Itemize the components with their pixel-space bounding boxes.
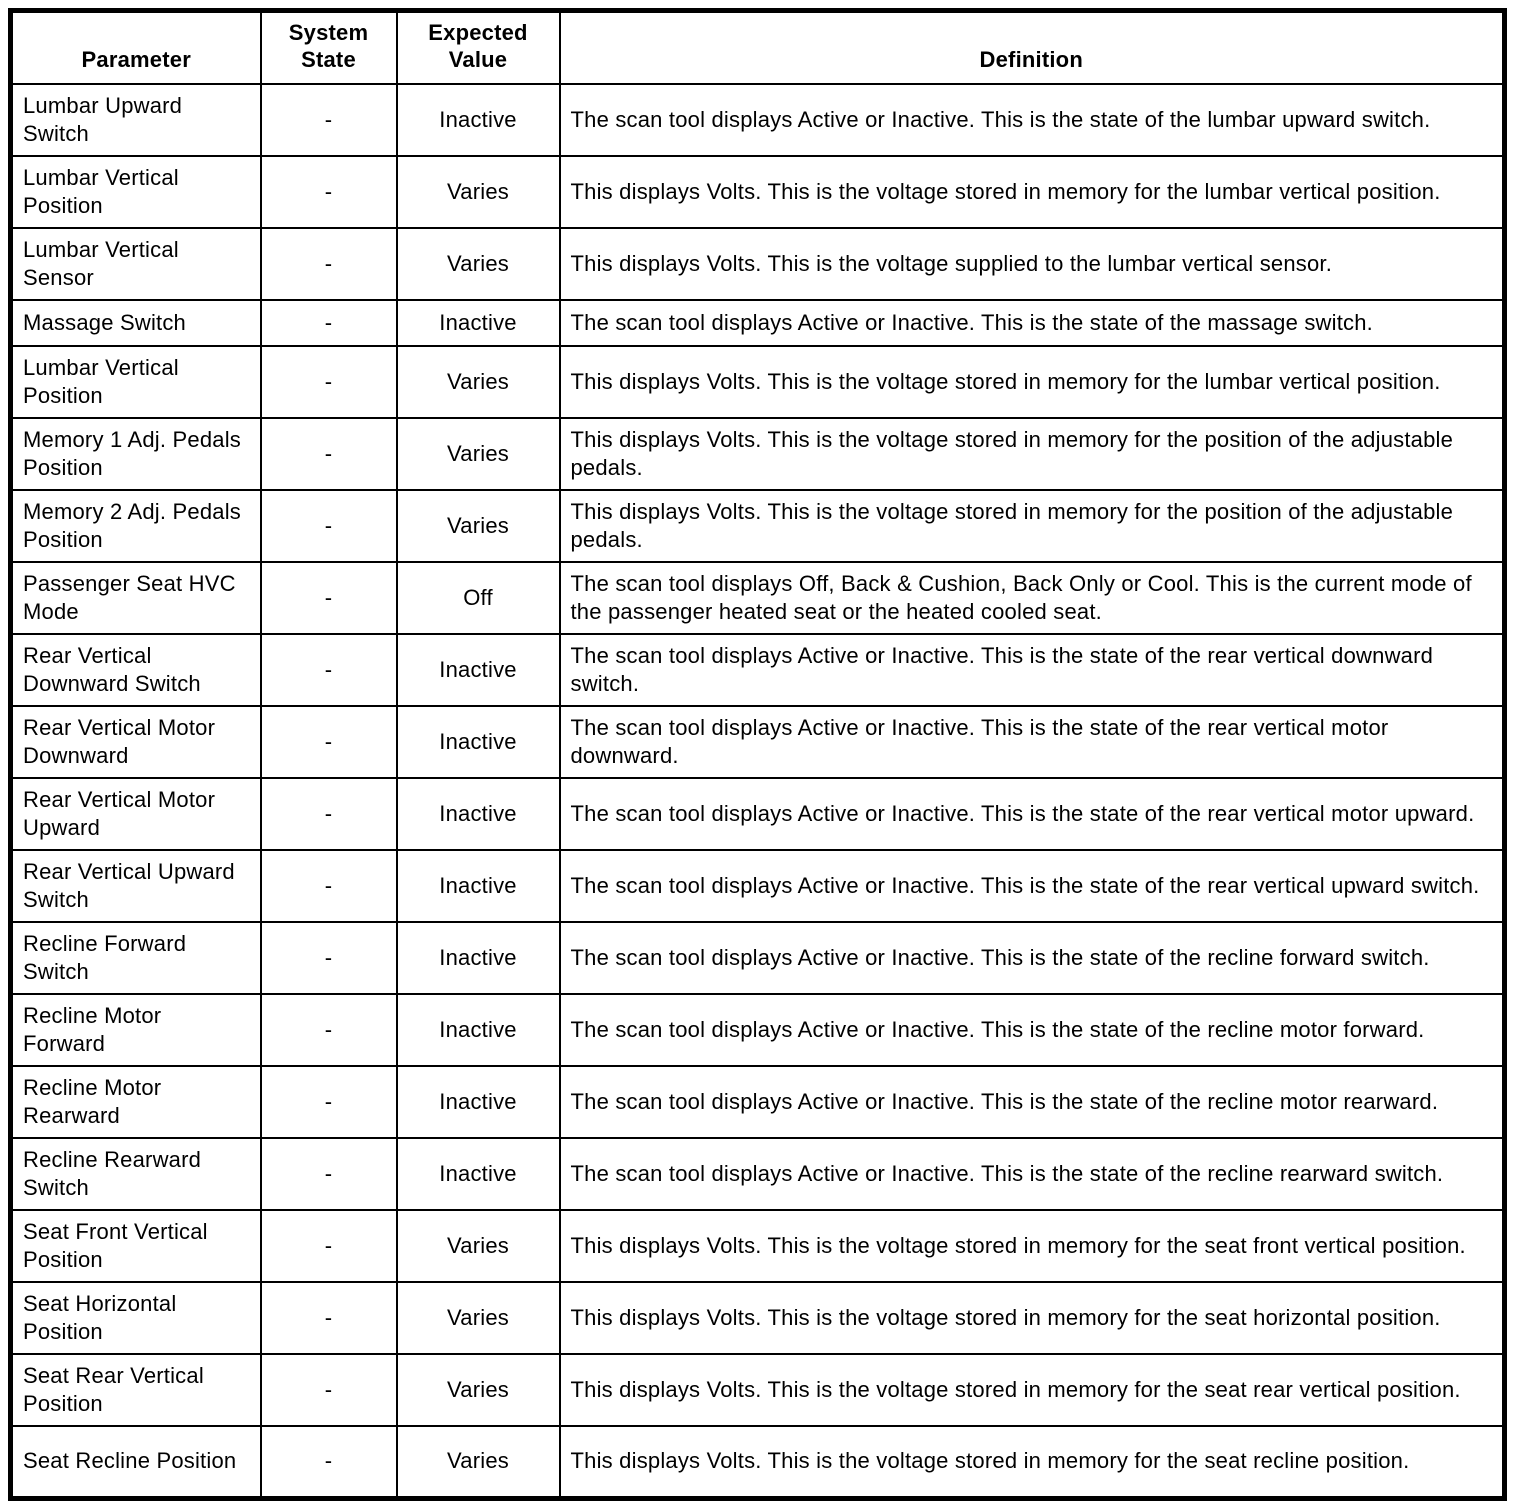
cell-definition: The scan tool displays Active or Inactive. This is the state of the recline rearward switch. (560, 1138, 1505, 1210)
col-header-parameter: Parameter (11, 11, 261, 85)
header-row (11, 11, 1505, 85)
cell-expected-value: Varies (397, 490, 560, 562)
cell-parameter: Lumbar Vertical Position (11, 346, 261, 418)
col-header-system-state: System State (261, 11, 397, 85)
cell-parameter: Massage Switch (11, 300, 261, 346)
cell-definition: The scan tool displays Active or Inactive. This is the state of the recline motor rearward. (560, 1066, 1505, 1138)
cell-expected-value: Inactive (397, 994, 560, 1066)
cell-parameter: Memory 2 Adj. Pedals Position (11, 490, 261, 562)
cell-expected-value: Varies (397, 1354, 560, 1426)
cell-parameter: Recline Rearward Switch (11, 1138, 261, 1210)
cell-system-state: - (261, 346, 397, 418)
cell-parameter: Rear Vertical Motor Upward (11, 778, 261, 850)
cell-system-state: - (261, 228, 397, 300)
cell-expected-value: Off (397, 562, 560, 634)
cell-parameter: Seat Rear Vertical Position (11, 1354, 261, 1426)
cell-definition: This displays Volts. This is the voltage stored in memory for the lumbar vertical position. (560, 156, 1505, 228)
table-row (11, 1354, 1505, 1426)
table-row (11, 634, 1505, 706)
table-row (11, 994, 1505, 1066)
cell-definition: The scan tool displays Active or Inactive. This is the state of the rear vertical motor downward. (560, 706, 1505, 778)
cell-parameter: Recline Forward Switch (11, 922, 261, 994)
cell-expected-value: Inactive (397, 634, 560, 706)
cell-definition: The scan tool displays Active or Inactive. This is the state of the rear vertical upward switch. (560, 850, 1505, 922)
cell-definition: This displays Volts. This is the voltage stored in memory for the position of the adjustable pedals. (560, 490, 1505, 562)
table-row (11, 1066, 1505, 1138)
table-row (11, 84, 1505, 156)
cell-definition: The scan tool displays Active or Inactive. This is the state of the recline forward switch. (560, 922, 1505, 994)
cell-parameter: Seat Horizontal Position (11, 1282, 261, 1354)
cell-parameter: Lumbar Vertical Position (11, 156, 261, 228)
cell-system-state: - (261, 922, 397, 994)
cell-parameter: Recline Motor Forward (11, 994, 261, 1066)
table-row (11, 156, 1505, 228)
cell-definition: The scan tool displays Off, Back & Cushion, Back Only or Cool. This is the current mode of the passenger heated seat or the heated cooled seat. (560, 562, 1505, 634)
cell-expected-value: Inactive (397, 778, 560, 850)
cell-parameter: Seat Recline Position (11, 1426, 261, 1498)
cell-definition: This displays Volts. This is the voltage stored in memory for the position of the adjustable pedals. (560, 418, 1505, 490)
cell-expected-value: Varies (397, 1210, 560, 1282)
cell-expected-value: Inactive (397, 1066, 560, 1138)
cell-parameter: Recline Motor Rearward (11, 1066, 261, 1138)
table-row (11, 562, 1505, 634)
cell-system-state: - (261, 300, 397, 346)
cell-system-state: - (261, 1138, 397, 1210)
col-header-expected-value: Expected Value (397, 11, 560, 85)
cell-expected-value: Inactive (397, 1138, 560, 1210)
cell-definition: This displays Volts. This is the voltage stored in memory for the seat horizontal position. (560, 1282, 1505, 1354)
cell-system-state: - (261, 562, 397, 634)
cell-definition: The scan tool displays Active or Inactive. This is the state of the recline motor forward. (560, 994, 1505, 1066)
table-row (11, 706, 1505, 778)
cell-parameter: Rear Vertical Downward Switch (11, 634, 261, 706)
cell-definition: The scan tool displays Active or Inactive. This is the state of the rear vertical motor upward. (560, 778, 1505, 850)
cell-expected-value: Inactive (397, 922, 560, 994)
table-row (11, 228, 1505, 300)
cell-system-state: - (261, 156, 397, 228)
cell-system-state: - (261, 994, 397, 1066)
cell-expected-value: Varies (397, 346, 560, 418)
cell-expected-value: Varies (397, 228, 560, 300)
cell-definition: This displays Volts. This is the voltage stored in memory for the seat rear vertical position. (560, 1354, 1505, 1426)
cell-system-state: - (261, 490, 397, 562)
table-row (11, 1426, 1505, 1498)
cell-definition: This displays Volts. This is the voltage supplied to the lumbar vertical sensor. (560, 228, 1505, 300)
cell-expected-value: Inactive (397, 300, 560, 346)
cell-expected-value: Varies (397, 156, 560, 228)
col-header-definition: Definition (560, 11, 1505, 85)
table-row (11, 300, 1505, 346)
cell-expected-value: Varies (397, 418, 560, 490)
cell-system-state: - (261, 1282, 397, 1354)
cell-definition: The scan tool displays Active or Inactive. This is the state of the massage switch. (560, 300, 1505, 346)
parameter-table (8, 8, 1507, 1501)
cell-expected-value: Inactive (397, 706, 560, 778)
cell-parameter: Rear Vertical Motor Downward (11, 706, 261, 778)
cell-parameter: Lumbar Vertical Sensor (11, 228, 261, 300)
cell-parameter: Passenger Seat HVC Mode (11, 562, 261, 634)
cell-parameter: Lumbar Upward Switch (11, 84, 261, 156)
table-row (11, 1210, 1505, 1282)
table-row (11, 1282, 1505, 1354)
cell-system-state: - (261, 850, 397, 922)
cell-expected-value: Inactive (397, 84, 560, 156)
table-row (11, 778, 1505, 850)
cell-system-state: - (261, 1426, 397, 1498)
cell-parameter: Memory 1 Adj. Pedals Position (11, 418, 261, 490)
cell-expected-value: Varies (397, 1426, 560, 1498)
cell-expected-value: Inactive (397, 850, 560, 922)
cell-definition: The scan tool displays Active or Inactive. This is the state of the rear vertical downward switch. (560, 634, 1505, 706)
cell-system-state: - (261, 1354, 397, 1426)
cell-system-state: - (261, 706, 397, 778)
cell-system-state: - (261, 418, 397, 490)
cell-definition: This displays Volts. This is the voltage stored in memory for the lumbar vertical position. (560, 346, 1505, 418)
cell-parameter: Seat Front Vertical Position (11, 1210, 261, 1282)
cell-definition: The scan tool displays Active or Inactive. This is the state of the lumbar upward switch. (560, 84, 1505, 156)
table-row (11, 1138, 1505, 1210)
cell-parameter: Rear Vertical Upward Switch (11, 850, 261, 922)
cell-system-state: - (261, 778, 397, 850)
cell-definition: This displays Volts. This is the voltage stored in memory for the seat recline position. (560, 1426, 1505, 1498)
cell-system-state: - (261, 1066, 397, 1138)
table-row (11, 490, 1505, 562)
cell-system-state: - (261, 634, 397, 706)
table-row (11, 922, 1505, 994)
cell-system-state: - (261, 84, 397, 156)
table-body (11, 84, 1505, 1498)
cell-system-state: - (261, 1210, 397, 1282)
cell-expected-value: Varies (397, 1282, 560, 1354)
table-row (11, 850, 1505, 922)
cell-definition: This displays Volts. This is the voltage stored in memory for the seat front vertical position. (560, 1210, 1505, 1282)
table-row (11, 418, 1505, 490)
table-row (11, 346, 1505, 418)
